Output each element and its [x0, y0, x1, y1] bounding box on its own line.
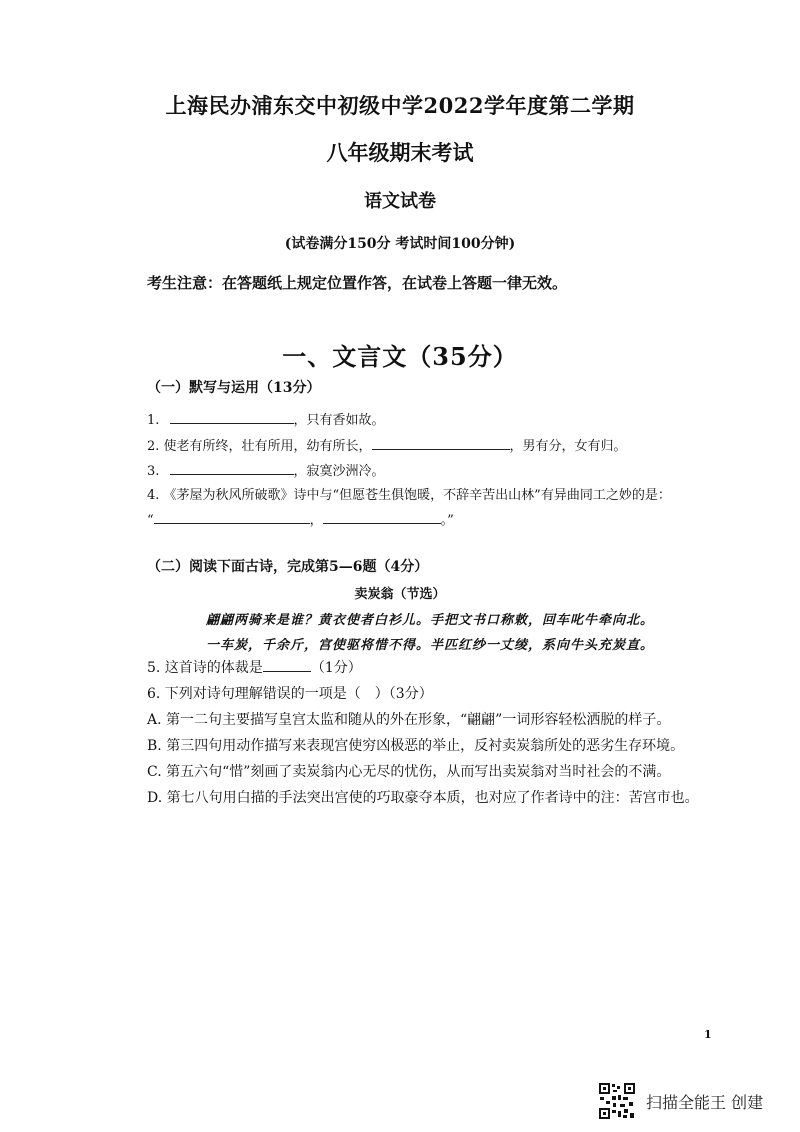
- part2-title: （二）阅读下面古诗，完成第5—6题（4分）: [147, 559, 429, 575]
- page-number: 1: [704, 1028, 712, 1041]
- question-3: [147, 460, 385, 479]
- question-1: [147, 409, 385, 428]
- poem-title: 卖炭翁（节选）: [354, 587, 446, 602]
- answer-blank-2[interactable]: [372, 437, 510, 450]
- question-5-score: （1分）: [310, 660, 362, 676]
- question-2-text-b: ，男有分，女有归。: [509, 439, 627, 454]
- scanner-watermark: 扫描全能王 创建: [646, 1093, 764, 1112]
- answer-blank-5[interactable]: [263, 659, 311, 672]
- question-1-number: 1.: [147, 413, 160, 428]
- exam-notice: 考生注意：在答题纸上规定位置作答，在试卷上答题一律无效。: [147, 274, 568, 292]
- question-2: [147, 435, 627, 454]
- question-5-text: 5. 这首诗的体裁是: [147, 660, 263, 676]
- open-quote: “: [147, 513, 154, 528]
- exam-info: (试卷满分150分 考试时间100分钟): [284, 236, 516, 252]
- question-4-answer-line: [147, 509, 454, 528]
- paper-title: 语文试卷: [364, 191, 436, 212]
- poem-line-2: 一车炭，千余斤，宫使驱将惜不得。半匹红纱一丈绫，系向牛头充炭直。: [206, 638, 655, 653]
- close-quote: 。”: [440, 513, 454, 528]
- answer-blank-4a[interactable]: [154, 511, 310, 524]
- part1-title: （一）默写与运用（13分）: [147, 380, 321, 396]
- poem-line-1: 翩翩两骑来是谁？黄衣使者白衫儿。手把文书口称敕，回车叱牛牵向北。: [206, 613, 655, 628]
- answer-blank-3[interactable]: [170, 462, 294, 475]
- question-5: [147, 657, 362, 677]
- question-6: 6. 下列对诗句理解错误的一项是（ ）（3分）: [147, 686, 433, 702]
- answer-blank-1[interactable]: [170, 411, 294, 424]
- question-4: 4. 《茅屋为秋风所破歌》诗中与“但愿苍生俱饱暖，不辞辛苦出山林”有异曲同工之妙的是：: [147, 488, 671, 503]
- option-a: A. 第一二句主要描写皇宫太监和随从的外在形象，“翩翩”一词形容轻松洒脱的样子。: [147, 712, 671, 728]
- school-title: 上海民办浦东交中初级中学2022学年度第二学期: [165, 93, 635, 118]
- question-3-text: ，寂寞沙洲冷。: [293, 464, 385, 479]
- comma: ，: [309, 513, 323, 528]
- exam-title: 八年级期末考试: [326, 140, 474, 165]
- option-b: B. 第三四句用动作描写来表现宫使穷凶极恶的举止，反衬卖炭翁所处的恶劣生存环境。: [147, 738, 685, 754]
- question-3-number: 3.: [147, 464, 160, 479]
- section-title: 一、文言文（35分）: [282, 342, 518, 371]
- answer-blank-4b[interactable]: [323, 511, 441, 524]
- option-c: C. 第五六句“惜”刻画了卖炭翁内心无尽的忧伤，从而写出卖炭翁对当时社会的不满。: [147, 764, 671, 780]
- question-1-text: ，只有香如故。: [293, 413, 385, 428]
- question-2-text-a: 2. 使老有所终，壮有所用，幼有所长，: [147, 439, 372, 454]
- option-d: D. 第七八句用白描的手法突出宫使的巧取豪夺本质，也对应了作者诗中的注：苦宫市也。: [147, 790, 699, 806]
- qr-code-icon: [598, 1082, 636, 1120]
